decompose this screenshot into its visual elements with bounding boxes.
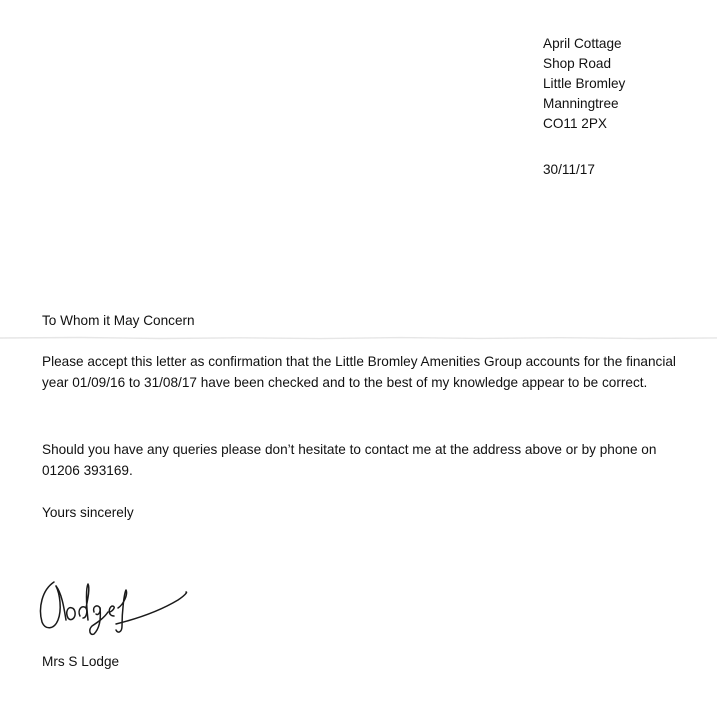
handwritten-signature — [28, 572, 203, 642]
body-paragraph: Please accept this letter as confirmation that the Little Bromley Amenities Group accounts for the financial year 01/09/16 to 31/08/17 have been checked and to the best of my knowledge appear to be correct. — [42, 354, 676, 390]
letter-date: 30/11/17 — [543, 162, 595, 177]
address-line: Manningtree — [543, 96, 619, 111]
body-paragraph: Should you have any queries please don’t hesitate to contact me at the address above or by phone on 01206 393169. — [42, 442, 657, 478]
closing: Yours sincerely — [42, 505, 134, 520]
paper-fold-line — [0, 334, 717, 342]
address-line: Shop Road — [543, 56, 612, 71]
address-line: April Cottage — [543, 36, 622, 51]
address-line: Little Bromley — [543, 76, 626, 91]
signatory-name: Mrs S Lodge — [42, 654, 120, 669]
sender-address — [543, 34, 625, 134]
address-line: CO11 2PX — [543, 116, 607, 131]
salutation: To Whom it May Concern — [42, 313, 195, 328]
